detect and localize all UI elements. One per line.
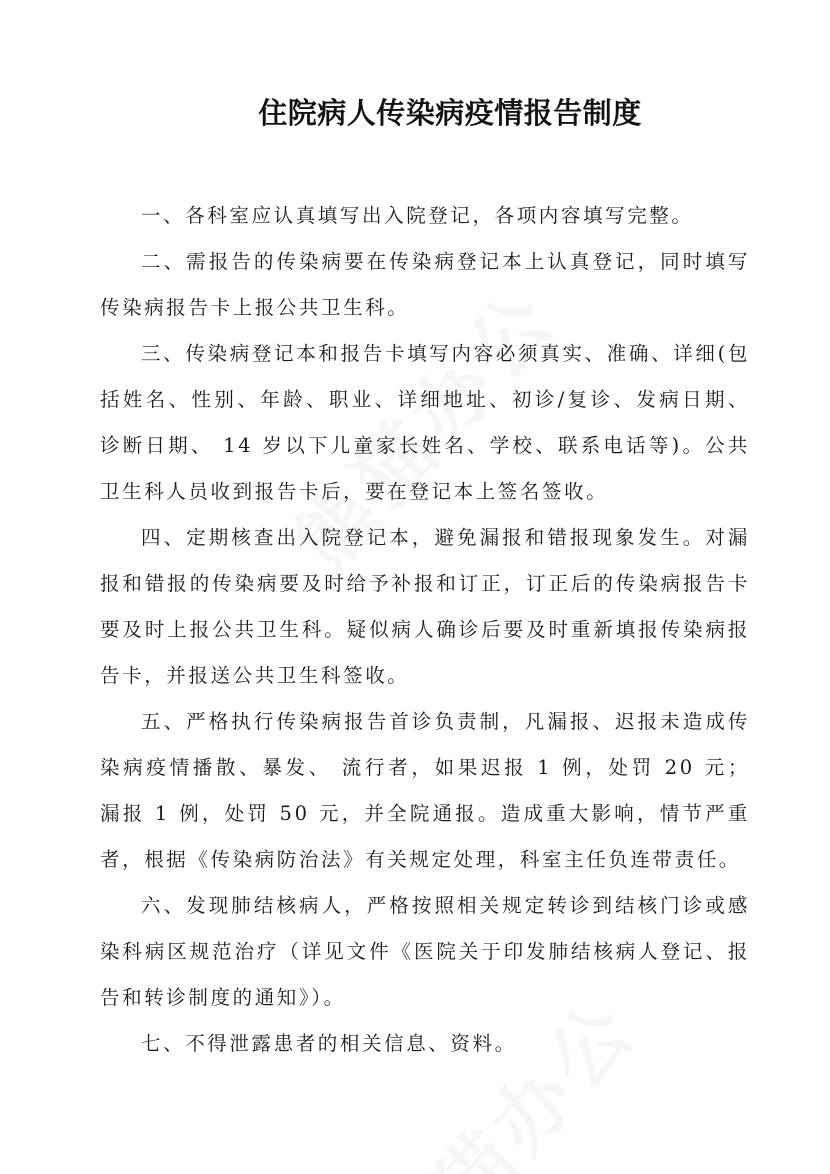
paragraph-7: 七、不得泄露患者的相关信息、资料。 [141,1032,517,1055]
paragraph-6: 六、发现肺结核病人，严格按照相关规定转诊到结核门诊或感染科病区规范治疗（详见文件《医院关于印发肺结核病人登记、报告和转诊制度的通知》）。 [100,894,750,1009]
paragraph-3: 三、传染病登记本和报告卡填写内容必须真实、准确、详细(包括姓名、性别、年龄、职业、详细地址、初诊/复诊、发病日期、诊断日期、 14 岁以下儿童家长姓名、学校、联系电话等)。公共卫生科人员收到报告卡后，要在登记本上签名签收。 [100,342,750,503]
paragraph-2: 二、需报告的传染病要在传染病登记本上认真登记，同时填写传染病报告卡上报公共卫生科。 [100,250,750,319]
document-body [100,193,750,1067]
paragraph-4: 四、定期核查出入院登记本，避免漏报和错报现象发生。对漏报和错报的传染病要及时给予补报和订正，订正后的传染病报告卡要及时上报公共卫生科。疑似病人确诊后要及时重新填报传染病报告卡，并报送公共卫生科签收。 [100,526,750,687]
paragraph-5: 五、严格执行传染病报告首诊负责制，凡漏报、迟报未造成传染病疫情播散、暴发、 流行者，如果迟报 1 例，处罚 20 元； 漏报 1 例，处罚 50 元，并全院通报。造成重大影响，情节严重者，根据《传染病防治法》有关规定处理，科室主任负连带责任。 [100,710,750,871]
document-title: 住院病人传染病疫情报告制度 [258,96,642,130]
paragraph-1: 一、各科室应认真填写出入院登记，各项内容填写完整。 [141,204,694,227]
